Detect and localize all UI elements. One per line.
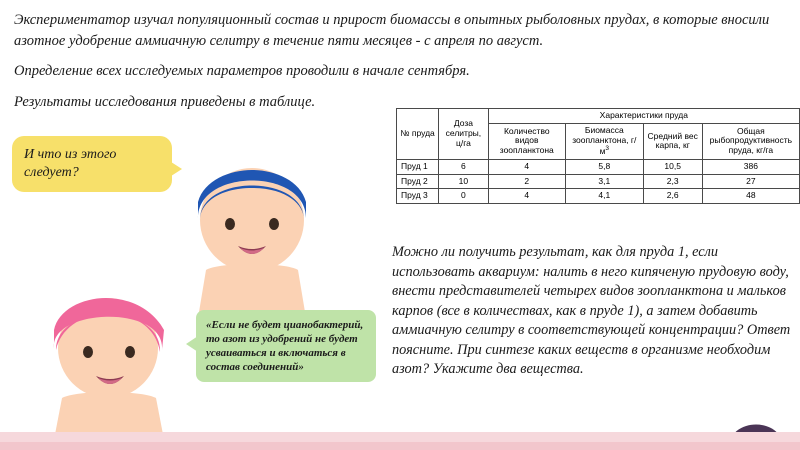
- cell-pond-2: Пруд 2: [397, 174, 439, 189]
- header-avg-weight: Средний вес карпа, кг: [643, 123, 702, 159]
- cell-biomass-3: 4,1: [565, 189, 643, 204]
- header-biomass: [565, 123, 643, 159]
- header-dose: Доза селитры, ц/га: [439, 109, 488, 160]
- cell-species-1: 4: [488, 159, 565, 174]
- yellow-bubble-text: И что из этого следует?: [24, 147, 117, 181]
- yellow-speech-bubble: [12, 136, 172, 192]
- header-species-count: Количество видов зоопланктона: [488, 123, 565, 159]
- question-text: Можно ли получить результат, как для пруда 1, если использовать аквариум: налить в него кипяченую прудовую воду, внести представителей четырех видов зоопланктона и мальков карпов (все в количествах, как в пруде 1), а затем добавить аммиачную селитру в соответствующей концентрации? Ответ поясните. При синтезе каких веществ в организме необходим азот? Укажите два вещества.: [392, 244, 791, 378]
- cell-productivity-2: 27: [702, 174, 799, 189]
- green-bubble-text: «Если не будет цианобактерий, то азот из удобрений не будет усваиваться и включаться в состав соединений»: [206, 319, 364, 374]
- cell-productivity-3: 48: [702, 189, 799, 204]
- character-blue-hair: [182, 158, 322, 318]
- cell-dose-1: 6: [439, 159, 488, 174]
- table-row: [397, 189, 800, 204]
- cell-dose-2: 10: [439, 174, 488, 189]
- cell-weight-2: 2,3: [643, 174, 702, 189]
- green-bubble-tail: [186, 336, 198, 352]
- table-row: [397, 159, 800, 174]
- cell-pond-3: Пруд 3: [397, 189, 439, 204]
- green-speech-bubble: [196, 310, 376, 382]
- cell-biomass-1: 5,8: [565, 159, 643, 174]
- character-pink-hair-illustration: [36, 290, 186, 450]
- header-group-characteristics: Характеристики пруда: [488, 109, 799, 124]
- cell-pond-1: Пруд 1: [397, 159, 439, 174]
- cell-productivity-1: 386: [702, 159, 799, 174]
- cell-biomass-2: 3,1: [565, 174, 643, 189]
- header-biomass-label: Биомасса зоопланктона, г/м: [572, 124, 637, 157]
- table-header-row-1: [397, 109, 800, 124]
- intro-paragraph-3: Результаты исследования приведены в таблице.: [14, 93, 316, 110]
- intro-text-block: [14, 10, 788, 122]
- yellow-bubble-tail: [168, 160, 182, 178]
- cell-species-3: 4: [488, 189, 565, 204]
- table-row: [397, 174, 800, 189]
- intro-paragraph-1: Экспериментатор изучал популяционный состав и прирост биомассы в опытных рыболовных прудах, в которые вносили азотное удобрение аммиачную селитру в течение пяти месяцев - с апреля по август.: [14, 12, 770, 49]
- header-productivity: Общая рыбопродуктивность пруда, кг/га: [702, 123, 799, 159]
- cell-species-2: 2: [488, 174, 565, 189]
- intro-paragraph-2: Определение всех исследуемых параметров проводили в начале сентября.: [14, 63, 470, 80]
- character-pink-hair: [36, 290, 186, 450]
- decorative-band-accent: [0, 442, 800, 450]
- header-pond-no: № пруда: [397, 109, 439, 160]
- cell-weight-3: 2,6: [643, 189, 702, 204]
- character-blue-hair-illustration: [182, 158, 322, 318]
- header-biomass-sup: 3: [605, 145, 610, 153]
- cell-weight-1: 10,5: [643, 159, 702, 174]
- cell-dose-3: 0: [439, 189, 488, 204]
- pond-characteristics-table: [396, 108, 800, 204]
